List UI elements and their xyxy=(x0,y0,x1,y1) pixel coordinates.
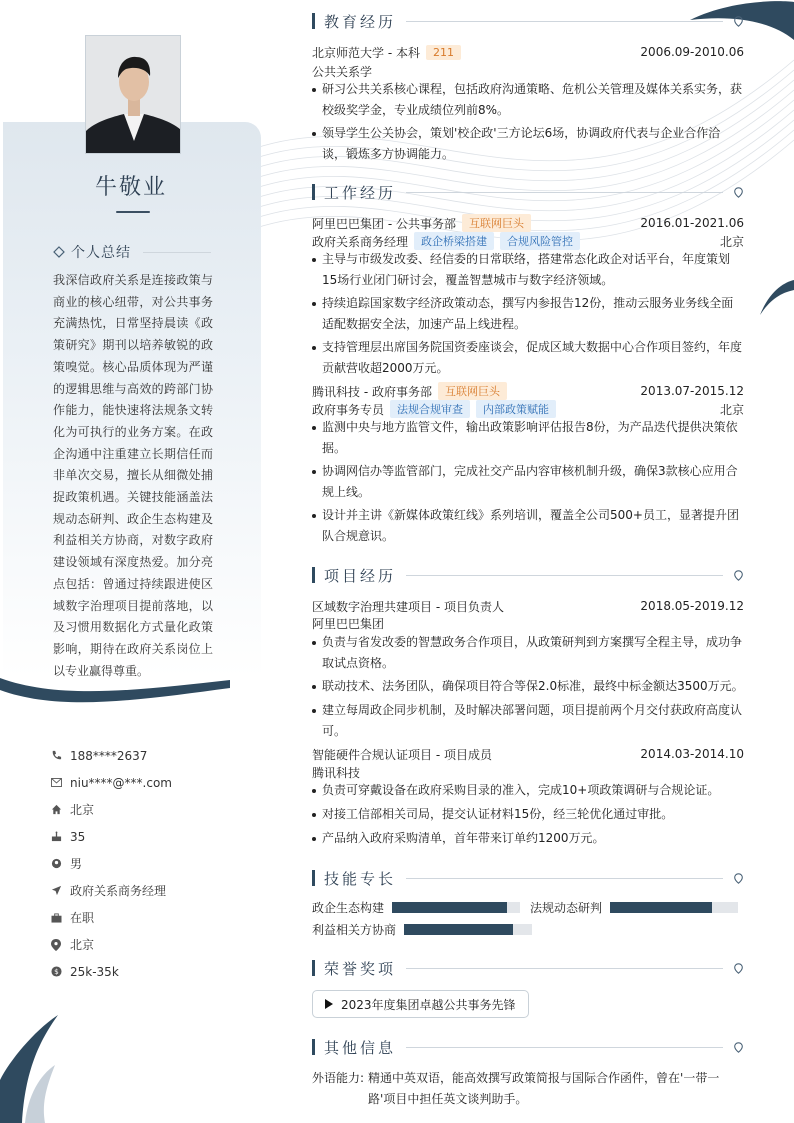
work-city: 北京 xyxy=(719,402,744,417)
briefcase-icon xyxy=(50,912,62,924)
role-tag: 政企桥梁搭建 xyxy=(414,232,494,250)
school-name: 北京师范大学 - 本科 xyxy=(312,45,420,60)
profile-photo xyxy=(85,35,181,154)
skill-item xyxy=(312,899,520,916)
work-date: 2016.01-2021.06 xyxy=(640,216,744,230)
role-tag: 合规风险管控 xyxy=(500,232,580,250)
work-role-row xyxy=(312,400,744,418)
project-bullet: 对接工信部相关司局，提交认证材料15份，经三轮优化通过审批。 xyxy=(312,804,744,825)
candidate-name: 牛敬业 xyxy=(94,175,167,200)
location-pin-icon xyxy=(733,16,744,27)
work-bullet: 持续追踪国家数字经济政策动态，撰写内参报告12份，推动云服务业务线全面适配数据安全法，加速产品上线进程。 xyxy=(312,293,744,335)
contact-value: niu****@***.com xyxy=(70,775,172,790)
award-badge xyxy=(312,990,529,1018)
section-rule xyxy=(406,575,723,576)
section-rule xyxy=(406,878,723,879)
other-text: 精通中英双语，能高效撰写政策简报与国际合作函件，曾在'一带一路'项目中担任英文谈判助手。 xyxy=(368,1071,720,1106)
work-header xyxy=(312,214,744,232)
other-info xyxy=(312,1068,744,1110)
work-bullet: 协调网信办等监管部门，完成社交产品内容审核机制升级，确保3款核心应用合规上线。 xyxy=(312,461,744,503)
location-pin-icon xyxy=(50,939,62,951)
project-org-row xyxy=(312,614,744,632)
skill-track xyxy=(392,902,520,913)
skill-name: 法规动态研判 xyxy=(530,901,603,915)
salary-icon xyxy=(50,966,62,978)
work-header xyxy=(312,382,744,400)
summary-rule xyxy=(143,252,211,253)
contact-location xyxy=(50,931,250,958)
summary-title: 个人总结 xyxy=(71,245,131,261)
project-org: 腾讯科技 xyxy=(312,765,361,780)
section-header-awards xyxy=(312,957,744,979)
section-title: 教育经历 xyxy=(324,12,397,31)
location-pin-icon xyxy=(733,963,744,974)
skill-item xyxy=(530,899,738,916)
location-pin-icon xyxy=(733,873,744,884)
education-bullet: 领导学生公关协会，策划'校企政'三方论坛6场，协调政府代表与企业合作洽谈，锻炼多方协调能力。 xyxy=(312,123,744,165)
education-date: 2006.09-2010.06 xyxy=(640,45,744,59)
contact-gender xyxy=(50,850,250,877)
project-bullet: 产品纳入政府采购清单，首年带来订单约1200万元。 xyxy=(312,828,744,849)
phone-icon xyxy=(50,750,62,762)
project-date: 2014.03-2014.10 xyxy=(640,747,744,761)
project-header xyxy=(312,597,744,615)
project-name: 区域数字治理共建项目 - 项目负责人 xyxy=(312,599,504,614)
contact-phone xyxy=(50,742,250,769)
skill-level-bar xyxy=(404,924,513,935)
company-tag: 互联网巨头 xyxy=(462,214,531,232)
project-bullet: 联动技术、法务团队，确保项目符合等保2.0标准，最终中标金额达3500万元。 xyxy=(312,676,744,697)
location-pin-icon xyxy=(733,187,744,198)
contact-value: 北京 xyxy=(70,938,95,952)
diamond-icon xyxy=(53,246,65,258)
summary-text: 我深信政府关系是连接政策与商业的核心纽带，对公共事务充满热忱，日常坚持晨读《政策研究》期刊以培养敏锐的政策嗅觉。核心品质体现为严谨的逻辑思维与高效的跨部门协作能力，能快速将法规条文转化为可执行的业务方案。在政企沟通中注重建立长期信任而非单次交易，擅长从细微处捕捉政策机遇。关键技能涵盖法规动态研判、政企生态构建及利益相关方协商，对数字政府建设领域有深度热爱。加分亮点包括：曾通过持续跟进使区域数字治理项目提前落地，以及习惯用数据化方式量化政策影响，期待在政府关系岗位上以专业赢得尊重。 xyxy=(53,273,213,678)
contact-list xyxy=(50,742,250,985)
contact-value: 25k-35k xyxy=(70,964,119,979)
work-bullet: 监测中央与地方监管文件，输出政策影响评估报告8份，为产品迭代提供决策依据。 xyxy=(312,417,744,459)
award-label: 2023年度集团卓越公共事务先锋 xyxy=(341,997,516,1012)
section-bar xyxy=(312,870,315,886)
skill-item xyxy=(312,921,532,938)
school-tag: 211 xyxy=(426,45,461,60)
project-name: 智能硬件合规认证项目 - 项目成员 xyxy=(312,747,492,762)
work-role: 政府事务专员 xyxy=(312,402,385,417)
section-title: 项目经历 xyxy=(324,566,397,585)
education-header xyxy=(312,43,744,61)
section-header-other xyxy=(312,1036,744,1058)
avatar-portrait-icon xyxy=(86,36,181,154)
contact-city xyxy=(50,796,250,823)
skill-level-bar xyxy=(392,902,507,913)
work-date: 2013.07-2015.12 xyxy=(640,384,744,398)
project-bullet: 负责与省发改委的智慧政务合作项目，从政策研判到方案撰写全程主导，成功争取试点资格。 xyxy=(312,632,744,674)
contact-age xyxy=(50,823,250,850)
project-bullet: 建立每周政企同步机制，及时解决部署问题，项目提前两个月交付获政府高度认可。 xyxy=(312,700,744,742)
work-role-row xyxy=(312,232,744,250)
location-pin-icon xyxy=(733,1042,744,1053)
contact-value: 35 xyxy=(70,829,86,844)
education-major-row xyxy=(312,62,744,80)
skill-track xyxy=(610,902,738,913)
contact-email xyxy=(50,769,250,796)
work-company: 阿里巴巴集团 - 公共事务部 xyxy=(312,216,456,231)
project-org: 阿里巴巴集团 xyxy=(312,616,385,631)
contact-value: 北京 xyxy=(70,803,95,817)
skill-name: 政企生态构建 xyxy=(312,901,385,915)
section-rule xyxy=(406,968,723,969)
section-bar xyxy=(312,13,315,29)
name-divider xyxy=(116,211,150,213)
email-icon xyxy=(50,777,62,789)
section-bar xyxy=(312,184,315,200)
section-rule xyxy=(406,192,723,193)
contact-salary xyxy=(50,958,250,985)
project-date: 2018.05-2019.12 xyxy=(640,599,744,613)
gender-icon xyxy=(50,858,62,870)
work-city: 北京 xyxy=(719,234,744,249)
work-bullet: 支持管理层出席国务院国资委座谈会，促成区域大数据中心合作项目签约，年度贡献营收超2000万元。 xyxy=(312,337,744,379)
contact-value: 男 xyxy=(70,857,83,871)
contact-position xyxy=(50,877,250,904)
section-title: 技能专长 xyxy=(324,869,397,888)
education-major: 公共关系学 xyxy=(312,64,373,79)
section-bar xyxy=(312,567,315,583)
send-icon xyxy=(50,885,62,897)
skill-track xyxy=(404,924,532,935)
work-company: 腾讯科技 - 政府事务部 xyxy=(312,384,432,399)
play-triangle-icon xyxy=(325,999,333,1009)
work-role: 政府关系商务经理 xyxy=(312,234,409,249)
section-rule xyxy=(406,1047,723,1048)
role-tag: 法规合规审查 xyxy=(390,400,470,418)
work-bullet: 主导与市级发改委、经信委的日常联络，搭建常态化政企对话平台，年度策划15场行业闭门研讨会，覆盖智慧城市与数字经济领域。 xyxy=(312,249,744,291)
section-rule xyxy=(406,21,723,22)
section-title: 工作经历 xyxy=(324,183,397,202)
project-header xyxy=(312,745,744,763)
project-org-row xyxy=(312,763,744,781)
education-bullet: 研习公共关系核心课程，包括政府沟通策略、危机公关管理及媒体关系实务，获校级奖学金，专业成绩位列前8%。 xyxy=(312,79,744,121)
contact-value: 政府关系商务经理 xyxy=(70,884,167,898)
contact-status xyxy=(50,904,250,931)
section-title: 其他信息 xyxy=(324,1038,397,1057)
company-tag: 互联网巨头 xyxy=(438,382,507,400)
section-header-skills xyxy=(312,867,744,889)
project-bullet: 负责可穿戴设备在政府采购目录的准入，完成10+项政策调研与合规论证。 xyxy=(312,780,744,801)
skill-level-bar xyxy=(610,902,712,913)
section-header-projects xyxy=(312,564,744,586)
location-pin-icon xyxy=(733,570,744,581)
section-title: 荣誉奖项 xyxy=(324,959,397,978)
contact-value: 188****2637 xyxy=(70,748,148,763)
section-bar xyxy=(312,960,315,976)
section-header-work xyxy=(312,181,744,203)
cake-icon xyxy=(50,831,62,843)
other-label: 外语能力: xyxy=(312,1071,365,1085)
summary-heading xyxy=(53,242,211,262)
role-tag: 内部政策赋能 xyxy=(476,400,556,418)
svg-text:$: $ xyxy=(53,966,59,976)
work-bullet: 设计并主讲《新媒体政策红线》系列培训，覆盖全公司500+员工，显著提升团队合规意识。 xyxy=(312,505,744,547)
contact-value: 在职 xyxy=(70,911,95,925)
section-header-education xyxy=(312,10,744,32)
home-icon xyxy=(50,804,62,816)
skill-name: 利益相关方协商 xyxy=(312,923,397,937)
section-bar xyxy=(312,1039,315,1055)
